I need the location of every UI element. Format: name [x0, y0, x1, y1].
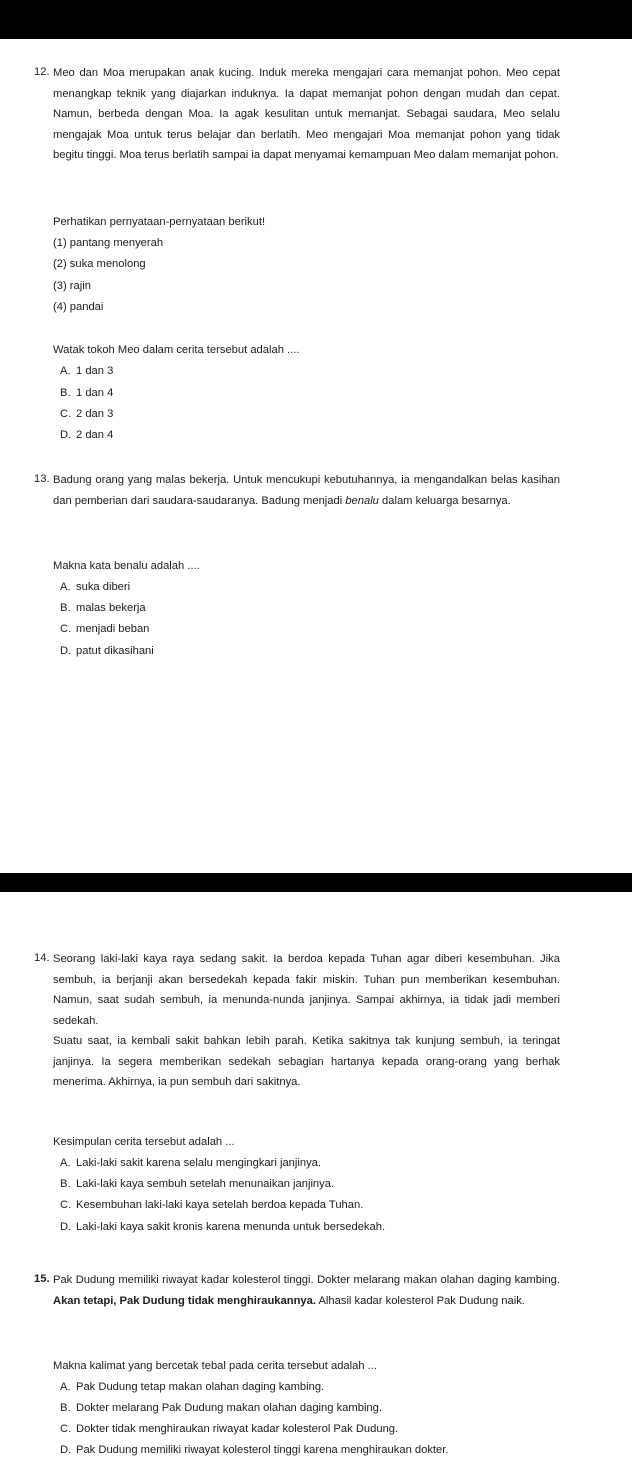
option-b[interactable]: B. Laki-laki kaya sembuh setelah menunaikan janjinya. — [60, 1178, 335, 1190]
option-d[interactable]: D. Laki-laki kaya sakit kronis karena menunda untuk bersedekah. — [60, 1221, 386, 1233]
top-black-bar — [0, 0, 632, 39]
page-break-bar — [0, 873, 632, 892]
question-prompt: Watak tokoh Meo dalam cerita tersebut adalah .... — [53, 344, 300, 356]
question-prompt: Makna kalimat yang bercetak tebal pada cerita tersebut adalah ... — [53, 1360, 378, 1372]
question-passage: Pak Dudung memiliki riwayat kadar kolesterol tinggi. Dokter melarang makan olahan daging kambing. Akan tetapi, Pak Dudung tidak menghiraukannya. Alhasil kadar kolesterol Pak Dudung naik. — [53, 1274, 560, 1307]
option-c[interactable]: C. menjadi beban — [60, 623, 150, 635]
question-passage: Badung orang yang malas bekerja. Untuk mencukupi kebutuhannya, ia mengandalkan belas kasihan dan pemberian dari saudara-saudaranya. Badung menjadi benalu dalam keluarga besarnya. — [53, 474, 560, 507]
question-number: 13. — [34, 473, 50, 485]
bold-sentence: Akan tetapi, Pak Dudung tidak menghiraukannya. — [53, 1294, 316, 1307]
highlighted-word: benalu — [345, 494, 379, 507]
question-number: 15. — [34, 1273, 50, 1285]
option-c[interactable]: C. 2 dan 3 — [60, 408, 114, 420]
question-number: 14. — [34, 952, 50, 964]
statement-2: (2) suka menolong — [53, 258, 146, 270]
option-a[interactable]: A. 1 dan 3 — [60, 365, 114, 377]
option-b[interactable]: B. 1 dan 4 — [60, 387, 114, 399]
option-d[interactable]: D. 2 dan 4 — [60, 429, 114, 441]
option-a[interactable]: A. Pak Dudung tetap makan olahan daging kambing. — [60, 1381, 325, 1393]
option-d[interactable]: D. patut dikasihani — [60, 645, 154, 657]
option-b[interactable]: B. Dokter melarang Pak Dudung makan olahan daging kambing. — [60, 1402, 382, 1414]
question-passage-2: Suatu saat, ia kembali sakit bahkan lebih parah. Ketika sakitnya tak kunjung sembuh, ia teringat janjinya. Ia segera memberikan sedekah sebagian hartanya kepada orang-orang yang berhak menerima. Akhirnya, ia pun sembuh dari sakitnya. — [53, 1035, 560, 1088]
question-number: 12. — [34, 66, 50, 78]
question-prompt: Makna kata benalu adalah .... — [53, 560, 200, 572]
question-passage-1: Seorang laki-laki kaya raya sedang sakit. Ia berdoa kepada Tuhan agar diberi kesembuhan. Jika sembuh, ia berjanji akan bersedekah kepada fakir miskin. Tuhan pun memberikan kesembuhan. Namun, saat sudah sembuh, ia menunda-nunda janjinya. Sampai akhirnya, ia tidak jadi memberi sedekah. — [53, 953, 560, 1027]
statement-1: (1) pantang menyerah — [53, 237, 164, 249]
option-c[interactable]: C. Dokter tidak menghiraukan riwayat kadar kolesterol Pak Dudung. — [60, 1423, 399, 1435]
statement-3: (3) rajin — [53, 280, 91, 292]
statement-4: (4) pandai — [53, 301, 104, 313]
option-c[interactable]: C. Kesembuhan laki-laki kaya setelah berdoa kepada Tuhan. — [60, 1199, 364, 1211]
option-d[interactable]: D. Pak Dudung memiliki riwayat kolesterol tinggi karena menghiraukan dokter. — [60, 1444, 449, 1456]
instruction: Perhatikan pernyataan-pernyataan berikut! — [53, 216, 266, 228]
option-a[interactable]: A. Laki-laki sakit karena selalu mengingkari janjinya. — [60, 1157, 322, 1169]
option-b[interactable]: B. malas bekerja — [60, 602, 146, 614]
question-passage: Meo dan Moa merupakan anak kucing. Induk mereka mengajari cara memanjat pohon. Meo cepat menangkap teknik yang diajarkan induknya. Ia dapat memanjat pohon dengan mudah dan cepat. Namun, berbeda dengan Moa. Ia agak kesulitan untuk memanjat. Sebagai saudara, Meo selalu mengajak Moa untuk terus belajar dan berlatih. Meo mengajari Moa memanjat pohon yang tidak begitu tinggi. Moa terus berlatih sampai ia dapat menyamai kemampuan Meo dalam memanjat pohon. — [53, 67, 560, 161]
question-prompt: Kesimpulan cerita tersebut adalah ... — [53, 1136, 235, 1148]
option-a[interactable]: A. suka diberi — [60, 581, 131, 593]
